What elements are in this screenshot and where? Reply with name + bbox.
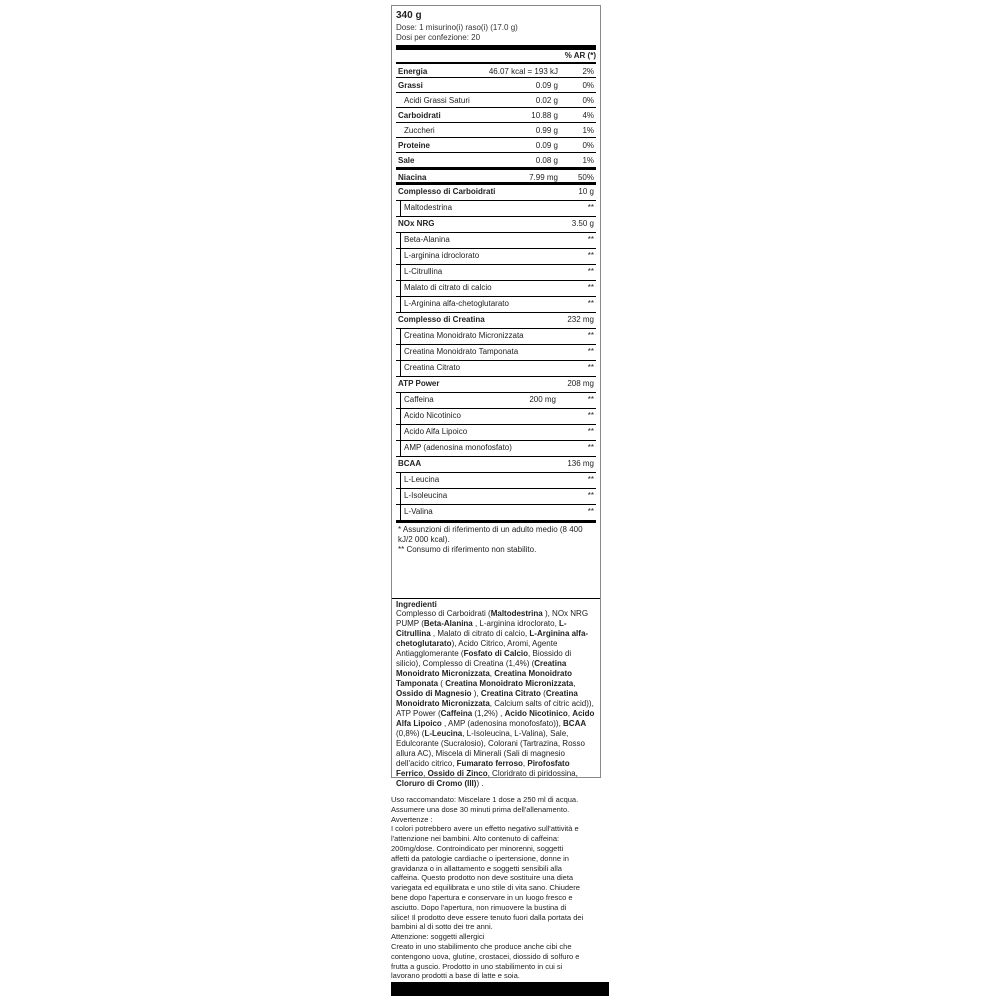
complex-row xyxy=(396,456,596,472)
complex-value: ** xyxy=(587,347,594,356)
complex-name: Caffeina xyxy=(404,395,434,404)
usage-line: l'attenzione nei bambini. Alto contenuto di caffeina: xyxy=(391,834,560,844)
row-left-rule xyxy=(400,233,401,249)
nutrient-amount: 46.07 kcal = 193 kJ xyxy=(488,67,558,76)
usage-line: bambini al di sotto dei tre anni. xyxy=(391,922,493,932)
usage-instructions xyxy=(391,795,609,981)
row-left-rule xyxy=(400,489,401,505)
complex-value: ** xyxy=(587,491,594,500)
complex-value: ** xyxy=(587,443,594,452)
complex-row xyxy=(396,392,596,408)
complex-value: ** xyxy=(587,235,594,244)
complex-row xyxy=(396,296,596,312)
complex-name: Complesso di Creatina xyxy=(398,315,485,324)
complex-name: Maltodestrina xyxy=(404,203,453,212)
complex-row xyxy=(396,200,596,216)
complex-name: Malato di citrato di calcio xyxy=(404,283,492,292)
nutrient-amount: 7.99 mg xyxy=(529,173,558,182)
ingredients-text: Complesso di Carboidrati (Maltodestrina ), NOx NRG PUMP (Beta-Alanina , L-arginina idroclorato, L-Citrullina , Malato di citrato di calcio, L-Arginina alfa-chetoglutarato), Acido Citrico, Aromi, Agente Antiagglomerante (Fosfato di Calcio, Biossido di silicio), Complesso di Creatina (1,4%) (Creatina Monoidrato Micronizzata, Creatina Monoidrato Tamponata ( Creatina Monoidrato Micronizzata, Ossido di Magnesio ), Creatina Citrato (Creatina Monoidrato Micronizzata, Calcium salts of citric acid)), ATP Power (Caffeina (1,2%) , Acido Nicotinico, Acido Alfa Lipoico , AMP (adenosina monofosfato)), BCAA (0,8%) (L-Leucina, L-Isoleucina, L-Valina), Sale, Edulcorante (Sucralosio), Colorani (Tartrazina, Rosso allura AC), Miscela di Minerali (Sali di magnesio dell'acido citrico, Fumarato ferroso, Pirofosfato Ferrico, Ossido di Zinco, Cloridrato di piridossina, Cloruro di Cromo (III)) . xyxy=(396,609,595,788)
ingredients-box xyxy=(391,598,601,788)
footnote-2: ** Consumo di riferimento non stabilito. xyxy=(398,545,537,554)
row-left-rule xyxy=(400,345,401,361)
complex-value: 232 mg xyxy=(567,315,594,324)
nutrient-row xyxy=(396,77,596,92)
usage-line: Uso raccomandato: Miscelare 1 dose a 250 ml di acqua. xyxy=(391,795,579,804)
complex-row xyxy=(396,408,596,424)
complex-row xyxy=(396,488,596,504)
complex-row xyxy=(396,328,596,344)
complex-value: ** xyxy=(587,267,594,276)
complex-value: ** xyxy=(587,251,594,260)
complex-value: ** xyxy=(587,299,594,308)
nutrient-name: Acidi Grassi Saturi xyxy=(404,96,470,105)
complex-row xyxy=(396,440,596,456)
nutrient-pct: 50% xyxy=(577,173,594,182)
row-left-rule xyxy=(400,441,401,457)
nutrient-amount: 0.08 g xyxy=(535,156,558,165)
bottom-black-bar xyxy=(391,982,609,996)
complex-row xyxy=(396,504,596,520)
nutrient-name: Energia xyxy=(398,67,428,76)
complex-row xyxy=(396,216,596,232)
nutrient-amount: 0.99 g xyxy=(535,126,558,135)
complex-name: L-Valina xyxy=(404,507,433,516)
nutrient-amount: 0.09 g xyxy=(535,141,558,150)
nutrient-pct: 4% xyxy=(582,111,594,120)
complex-value: ** xyxy=(587,507,594,516)
usage-line: contengono uova, glutine, crostacei, diossido di solfuro e xyxy=(391,951,580,961)
complex-value: ** xyxy=(587,411,594,420)
row-left-rule xyxy=(400,249,401,265)
complex-row xyxy=(396,280,596,296)
nutrient-row xyxy=(396,137,596,152)
row-left-rule xyxy=(400,425,401,441)
row-left-rule xyxy=(400,201,401,217)
complex-name: ATP Power xyxy=(398,379,440,388)
nutrient-pct: 2% xyxy=(582,67,594,76)
complex-row xyxy=(396,472,596,488)
complex-name: L-arginina idroclorato xyxy=(404,251,480,260)
usage-line: gravidanza o in allattamento e soggetti sensibili alla xyxy=(391,863,562,873)
complex-name: Creatina Monoidrato Micronizzata xyxy=(404,331,524,340)
nutrient-row xyxy=(396,107,596,122)
ingredients-title: Ingredienti xyxy=(396,600,437,609)
complex-name: Acido Alfa Lipoico xyxy=(404,427,468,436)
row-left-rule xyxy=(400,329,401,345)
complex-row xyxy=(396,182,596,200)
complex-name: Acido Nicotinico xyxy=(404,411,461,420)
usage-line: Assumere una dose 30 minuti prima dell'allenamento. xyxy=(391,804,570,814)
complex-name: Beta-Alanina xyxy=(404,235,450,244)
nutrient-name: Niacina xyxy=(398,173,427,182)
complex-table xyxy=(396,182,596,520)
usage-line: Attenzione: soggetti allergici xyxy=(391,932,485,942)
complex-name: AMP (adenosina monofosfato) xyxy=(404,443,512,452)
doses-per-pack: Dosi per confezione: 20 xyxy=(396,33,481,42)
complex-name: L-Arginina alfa-chetoglutarato xyxy=(404,299,509,308)
complex-value: 3.50 g xyxy=(571,219,594,228)
nutrient-row xyxy=(396,122,596,137)
package-weight: 340 g xyxy=(396,10,422,21)
complex-name: L-Citrullina xyxy=(404,267,443,276)
usage-line: bene dopo l'apertura e conservare in un luogo fresco e xyxy=(391,892,573,902)
nutrient-name: Proteine xyxy=(398,141,431,150)
nutrient-row xyxy=(396,152,596,167)
usage-line: 200mg/dose. Controindicato per minorenni, soggetti xyxy=(391,843,564,853)
complex-name: L-Isoleucina xyxy=(404,491,448,500)
ar-header: % AR (*) xyxy=(564,51,596,60)
row-left-rule xyxy=(400,265,401,281)
usage-line: caffeina. Questo prodotto non deve sostituire una dieta xyxy=(391,873,574,883)
usage-line: frutta a guscio. Prodotto in uno stabilimento in cui si xyxy=(391,961,563,971)
complex-value: ** xyxy=(587,331,594,340)
usage-line: Avvertenze : xyxy=(391,814,433,824)
nutrient-name: Zuccheri xyxy=(404,126,435,135)
complex-value: ** xyxy=(587,203,594,212)
row-left-rule xyxy=(400,473,401,489)
nutrient-amount: 10.88 g xyxy=(531,111,558,120)
usage-line: Creato in uno stabilimento che produce anche cibi che xyxy=(391,941,572,951)
complex-value: 136 mg xyxy=(567,459,594,468)
usage-line: lavorano prodotti a base di latte e soia. xyxy=(391,971,520,981)
usage-line: silice! Il prodotto deve essere tenuto fuori dalla portata dei xyxy=(391,912,584,922)
complex-value: ** xyxy=(587,475,594,484)
row-left-rule xyxy=(400,393,401,409)
row-left-rule xyxy=(400,297,401,313)
complex-value: ** xyxy=(587,427,594,436)
complex-value: ** xyxy=(587,395,594,404)
nutrient-pct: 1% xyxy=(582,156,594,165)
nutrient-amount: 0.09 g xyxy=(535,81,558,90)
usage-line: variegata ed equilibrata e uno stile di vita sano. Chiudere xyxy=(391,883,580,893)
nutrient-amount: 0.02 g xyxy=(535,96,558,105)
row-left-rule xyxy=(400,505,401,521)
label-inner xyxy=(396,9,596,557)
nutrient-pct: 0% xyxy=(582,81,594,90)
complex-value: 10 g xyxy=(578,187,594,196)
usage-line: I colori potrebbero avere un effetto negativo sull'attività e xyxy=(391,824,579,834)
complex-name: Creatina Citrato xyxy=(404,363,461,372)
complex-name: Complesso di Carboidrati xyxy=(398,187,496,196)
nutrient-row xyxy=(396,92,596,107)
complex-name: BCAA xyxy=(398,459,422,468)
footnote-1: * Assunzioni di riferimento di un adulto medio (8 400 kJ/2 000 kcal). xyxy=(398,525,583,544)
complex-row xyxy=(396,376,596,392)
complex-row xyxy=(396,312,596,328)
nutrient-name: Sale xyxy=(398,156,415,165)
complex-row xyxy=(396,360,596,376)
nutrients-table xyxy=(396,62,596,182)
nutrient-name: Carboidrati xyxy=(398,111,441,120)
usage-line: asciutto. Dopo l'apertura, non rimuovere la bustina di xyxy=(391,902,567,912)
complex-value: 208 mg xyxy=(567,379,594,388)
row-left-rule xyxy=(400,409,401,425)
complex-row xyxy=(396,344,596,360)
row-left-rule xyxy=(400,361,401,377)
dose-info: Dose: 1 misurino(i) raso(i) (17.0 g) xyxy=(396,23,518,32)
complex-value: ** xyxy=(587,363,594,372)
complex-name: L-Leucina xyxy=(404,475,440,484)
nutrient-row xyxy=(396,62,596,77)
complex-row xyxy=(396,248,596,264)
complex-name: NOx NRG xyxy=(398,219,435,228)
complex-row xyxy=(396,264,596,280)
complex-row xyxy=(396,424,596,440)
nutrient-pct: 0% xyxy=(582,141,594,150)
complex-mid-amount: 200 mg xyxy=(529,395,556,404)
complex-name: Creatina Monoidrato Tamponata xyxy=(404,347,519,356)
row-left-rule xyxy=(400,281,401,297)
nutrient-pct: 0% xyxy=(582,96,594,105)
nutrient-pct: 1% xyxy=(582,126,594,135)
usage-line: affetti da patologie cardiache o ipertensione, donne in xyxy=(391,853,569,863)
nutrient-row xyxy=(396,167,596,182)
complex-value: ** xyxy=(587,283,594,292)
footnotes xyxy=(396,520,596,557)
complex-row xyxy=(396,232,596,248)
nutrient-name: Grassi xyxy=(398,81,423,90)
